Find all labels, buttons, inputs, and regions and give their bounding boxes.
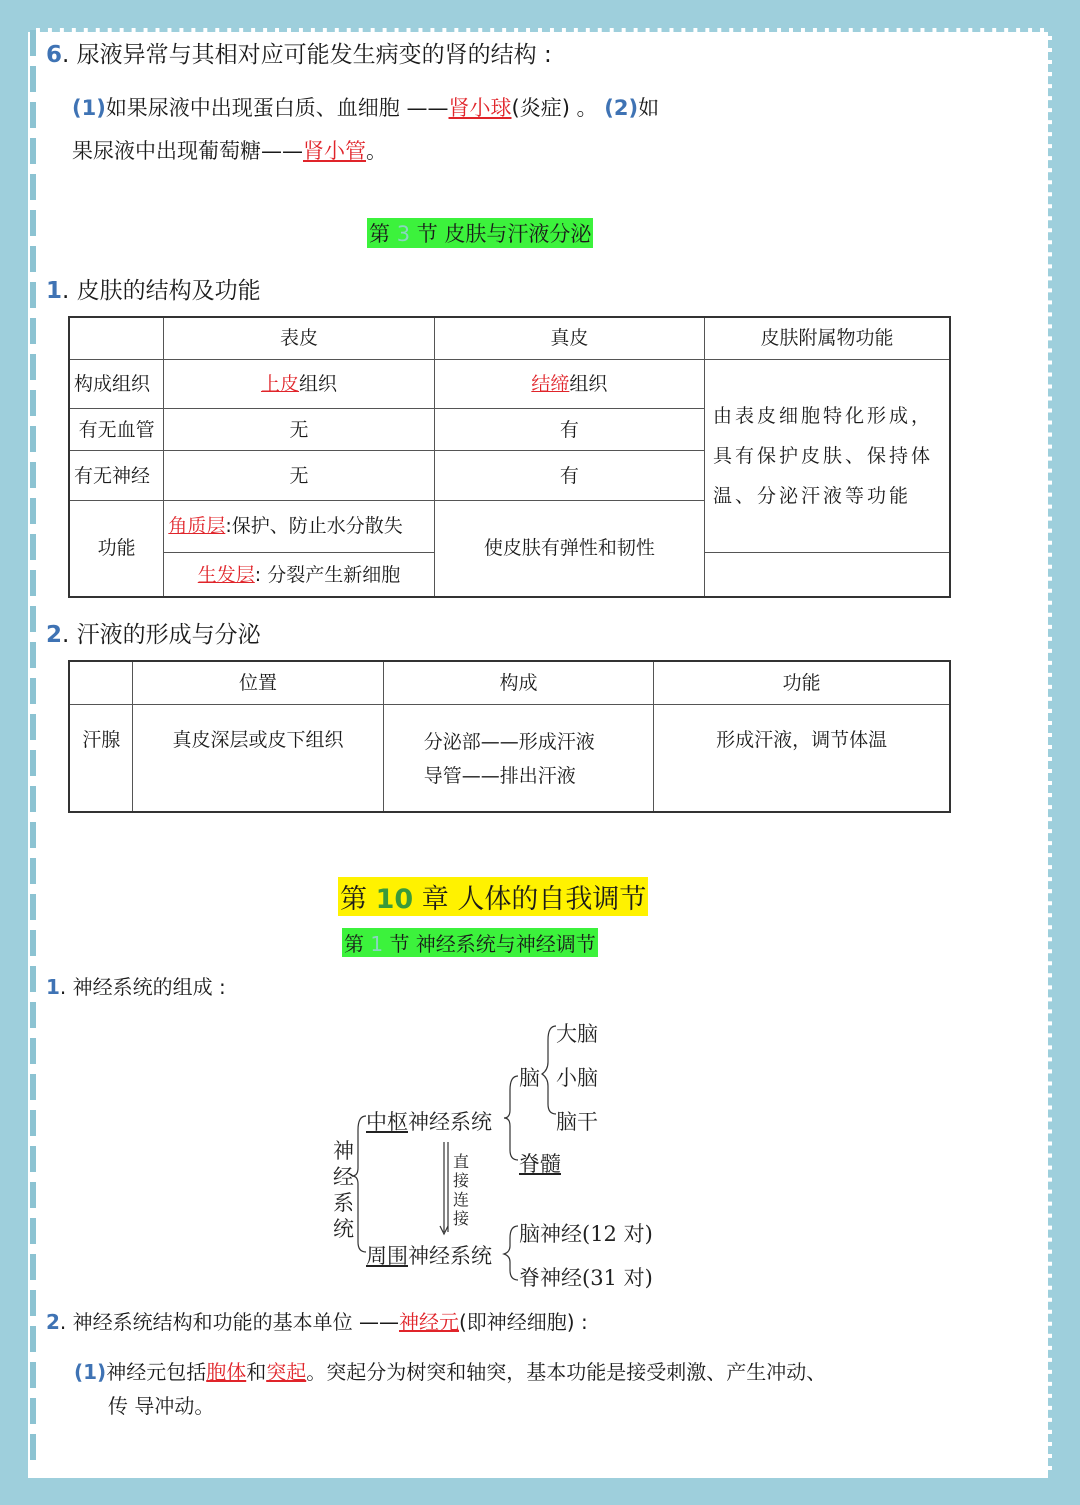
- item-number: 1: [46, 278, 63, 304]
- chapter-number: 10: [375, 884, 414, 915]
- answer-red: 肾小球: [448, 96, 512, 120]
- text: (炎症) 。: [511, 96, 605, 120]
- neuron-paragraph-line-2: 传 导冲动。: [108, 1394, 215, 1418]
- text: 节 神经系统与神经调节: [383, 932, 596, 956]
- row-label: 有无血管: [69, 409, 164, 451]
- answer-red: 胞体: [206, 1360, 247, 1384]
- text: 第: [369, 222, 397, 246]
- item-number: (1): [72, 96, 106, 120]
- item-number: 1: [46, 975, 60, 999]
- answer-red: 生发层: [197, 563, 255, 586]
- text: 章 人体的自我调节: [413, 884, 647, 915]
- link-label: 直接连接: [453, 1152, 470, 1228]
- row-label: 功能: [69, 500, 164, 597]
- cerebrum-label: 大脑: [556, 1022, 598, 1046]
- cell: 真皮深层或皮下组织: [133, 704, 383, 812]
- text: (即神经细胞) :: [459, 1310, 588, 1334]
- peripheral-brace: [504, 1226, 518, 1280]
- spinal-nerves-label: 脊神经(31 对): [519, 1266, 653, 1290]
- answer-red: 肾小管: [303, 139, 366, 163]
- text: 组织: [569, 372, 608, 395]
- cell: 无: [164, 409, 434, 451]
- answer-red: 结缔: [531, 372, 570, 395]
- text: 如: [638, 96, 660, 120]
- section-number: 3: [396, 222, 411, 246]
- item-number: (1): [74, 1360, 107, 1384]
- section-number: 6: [46, 42, 63, 68]
- header-cell: 构成: [383, 661, 654, 704]
- cerebellum-label: 小脑: [556, 1066, 598, 1090]
- brain-label: 脑: [519, 1066, 540, 1090]
- underlined-text: 中枢: [366, 1110, 408, 1134]
- text: 节 皮肤与汗液分泌: [410, 222, 592, 246]
- header-cell: 功能: [654, 661, 950, 704]
- header-cell: 真皮: [434, 317, 704, 359]
- text: 神经系统: [408, 1110, 492, 1134]
- row-label: 汗腺: [69, 704, 133, 812]
- row-label: 有无神经: [69, 451, 164, 500]
- item-number: (2): [604, 96, 639, 120]
- text: 果尿液中出现葡萄糖——: [72, 139, 303, 163]
- row-label: 构成组织: [69, 359, 164, 408]
- text: 第: [340, 884, 376, 915]
- underlined-text: 周围: [366, 1244, 408, 1268]
- text: 如果尿液中出现蛋白质、血细胞 ——: [105, 96, 449, 120]
- text: . 神经系统结构和功能的基本单位 ——: [59, 1310, 399, 1334]
- text: 第: [344, 932, 371, 956]
- text: 和: [246, 1360, 267, 1384]
- cranial-nerves-label: 脑神经(12 对): [519, 1222, 653, 1246]
- brain-brace: [542, 1026, 556, 1114]
- section-number: 1: [370, 932, 384, 956]
- cell: 使皮肤有弹性和韧性: [434, 500, 704, 597]
- heading-text: . 汗液的形成与分泌: [62, 622, 261, 648]
- header-cell: 表皮: [164, 317, 434, 359]
- heading-text: . 皮肤的结构及功能: [62, 278, 261, 304]
- central-brace: [504, 1076, 518, 1160]
- answer-red: 突起: [266, 1360, 307, 1384]
- text: 组织: [299, 372, 338, 395]
- spinal-cord-label: 脊髓: [519, 1152, 561, 1176]
- root-brace: [352, 1116, 366, 1252]
- text: 。突起分为树突和轴突，基本功能是接受刺激、产生冲动、: [306, 1360, 827, 1384]
- answer-red: 上皮: [260, 372, 299, 395]
- header-cell: 皮肤附属物功能: [705, 317, 951, 359]
- cell: 分泌部——形成汗液 导管——排出汗液: [383, 704, 654, 812]
- answer-red: 神经元: [399, 1310, 459, 1334]
- text: : 分裂产生新细胞: [254, 563, 401, 586]
- cell: 有: [434, 409, 704, 451]
- cell: 无: [164, 451, 434, 500]
- header-cell: 位置: [133, 661, 383, 704]
- text: 。: [366, 139, 387, 163]
- neuron-paragraph-line-1: [74, 1356, 826, 1385]
- cell: 形成汗液，调节体温: [654, 704, 950, 812]
- answer-red: 角质层: [168, 515, 226, 538]
- cell: 有: [434, 451, 704, 500]
- text: 神经系统: [408, 1244, 492, 1268]
- brainstem-label: 脑干: [556, 1110, 598, 1134]
- root-label: 神经系统: [333, 1139, 354, 1241]
- item-number: 2: [46, 622, 63, 648]
- text: 神经元包括: [106, 1360, 207, 1384]
- neuron-heading: [46, 1306, 588, 1335]
- text: :保护、防止水分散失: [225, 515, 403, 538]
- appendage-function-cell: 由表皮细胞特化形成，具有保护皮肤、保持体 温、分泌汗液等功能: [705, 359, 951, 552]
- heading-text: . 神经系统的组成 :: [59, 975, 226, 999]
- item-number: 2: [46, 1310, 60, 1334]
- section-title: . 尿液异常与其相对应可能发生病变的肾的结构 :: [62, 42, 552, 68]
